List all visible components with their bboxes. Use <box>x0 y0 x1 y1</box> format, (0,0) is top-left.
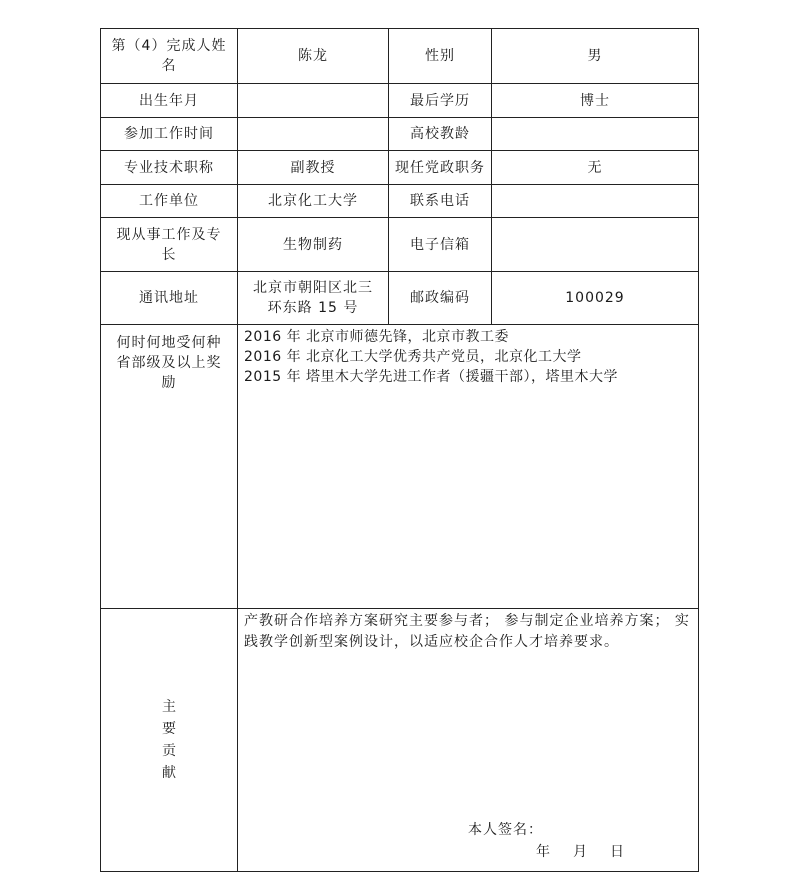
seniority-label: 高校教龄 <box>410 126 470 142</box>
name-label: 第（4）完成人姓名 <box>111 38 227 74</box>
contribution-label-char-2: 要 <box>162 721 176 737</box>
address-label-cell <box>101 272 238 325</box>
education-value: 博士 <box>580 92 610 109</box>
address-value-cell <box>238 272 389 325</box>
form-row-name <box>101 29 699 84</box>
contribution-text: 产教研合作培养方案研究主要参与者； 参与制定企业培养方案； 实践教学创新型案例设计，以适应校企合作人才培养要求。 <box>244 613 690 650</box>
form-row-work-start <box>101 118 699 151</box>
address-value: 北京市朝阳区北三环东路 15 号 <box>253 280 373 316</box>
postcode-label-cell <box>389 272 492 325</box>
position-value: 无 <box>587 159 603 176</box>
specialty-label-cell <box>101 218 238 272</box>
awards-label: 何时何地受何种省部级及以上奖励 <box>116 335 222 391</box>
postcode-value-cell <box>492 272 699 325</box>
specialty-value: 生物制药 <box>283 236 343 253</box>
employer-label: 工作单位 <box>139 193 199 209</box>
birth-label: 出生年月 <box>139 92 199 109</box>
signature-area <box>468 819 668 863</box>
form-row-awards <box>101 325 699 609</box>
work-start-value-cell <box>238 118 389 151</box>
education-label: 最后学历 <box>410 92 470 109</box>
work-start-label: 参加工作时间 <box>124 126 214 142</box>
phone-label-cell <box>389 185 492 218</box>
title-label-cell <box>101 151 238 185</box>
seniority-label-cell <box>389 118 492 151</box>
form-row-employer <box>101 185 699 218</box>
form-row-contribution <box>101 609 699 872</box>
phone-value-cell <box>492 185 699 218</box>
postcode-value: 100029 <box>565 290 625 306</box>
name-value: 陈龙 <box>298 48 328 64</box>
form-row-address <box>101 272 699 325</box>
gender-value: 男 <box>587 48 603 64</box>
form-row-specialty <box>101 218 699 272</box>
seniority-value-cell <box>492 118 699 151</box>
date-month: 月 <box>573 844 588 860</box>
phone-label: 联系电话 <box>410 193 470 209</box>
form-row-birth <box>101 84 699 118</box>
title-value: 副教授 <box>290 159 336 176</box>
name-label-cell <box>101 29 238 84</box>
award-item-3: 2015 年 塔里木大学先进工作者（援疆干部），塔里木大学 <box>244 369 619 385</box>
gender-label: 性别 <box>425 48 455 64</box>
awards-content-cell <box>238 325 699 609</box>
contribution-label-char-3: 贡 <box>162 743 176 759</box>
postcode-label: 邮政编码 <box>410 290 470 306</box>
email-label-cell <box>389 218 492 272</box>
employer-label-cell <box>101 185 238 218</box>
specialty-label: 现从事工作及专长 <box>116 226 222 263</box>
contribution-label-char-1: 主 <box>162 699 176 715</box>
signature-label: 本人签名： <box>468 822 543 838</box>
date-day: 日 <box>610 844 625 860</box>
position-value-cell <box>492 151 699 185</box>
address-label: 通讯地址 <box>139 290 199 306</box>
title-value-cell <box>238 151 389 185</box>
education-label-cell <box>389 84 492 118</box>
title-label: 专业技术职称 <box>124 159 214 176</box>
signature-date <box>468 841 668 863</box>
name-value-cell <box>238 29 389 84</box>
gender-label-cell <box>389 29 492 84</box>
form-row-title <box>101 151 699 185</box>
work-start-label-cell <box>101 118 238 151</box>
email-value-cell <box>492 218 699 272</box>
position-label: 现任党政职务 <box>395 159 485 176</box>
personal-info-form <box>100 28 699 872</box>
specialty-value-cell <box>238 218 389 272</box>
contribution-label-char-4: 献 <box>162 765 176 781</box>
birth-label-cell <box>101 84 238 118</box>
gender-value-cell <box>492 29 699 84</box>
birth-value-cell <box>238 84 389 118</box>
employer-value: 北京化工大学 <box>268 193 358 209</box>
contribution-label <box>101 696 237 784</box>
date-year: 年 <box>536 844 551 860</box>
award-item-2: 2016 年 北京化工大学优秀共产党员，北京化工大学 <box>244 349 582 365</box>
awards-label-cell <box>101 325 238 609</box>
contribution-label-cell <box>101 609 238 872</box>
position-label-cell <box>389 151 492 185</box>
employer-value-cell <box>238 185 389 218</box>
education-value-cell <box>492 84 699 118</box>
contribution-content-cell <box>238 609 699 872</box>
award-item-1: 2016 年 北京市师德先锋，北京市教工委 <box>244 329 510 345</box>
email-label: 电子信箱 <box>410 236 470 253</box>
